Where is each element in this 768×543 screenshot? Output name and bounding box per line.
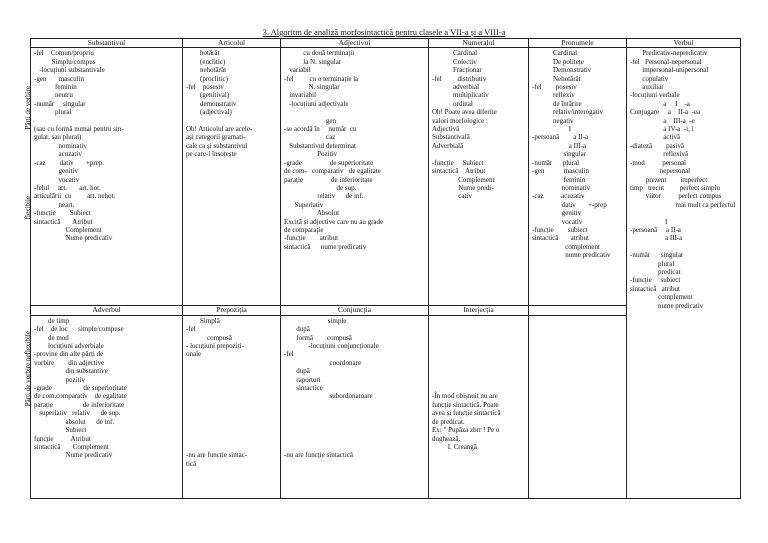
- substantivul-line: plural: [34, 108, 72, 117]
- pronumele-line: genitiv: [532, 209, 582, 218]
- header-adjectivul: Adjectivul: [281, 39, 429, 48]
- adjectivul-line: Superlativ: [284, 200, 324, 209]
- articolul-line: cale ca și substantivul: [186, 141, 248, 150]
- verbul-line: a III-a -e: [630, 116, 695, 125]
- cell-substantivul: [31, 48, 183, 306]
- prepozitia-line: onale: [186, 350, 202, 359]
- substantivul-line: [34, 117, 179, 125]
- verbul-line: predicat: [630, 267, 681, 276]
- substantivul-line: feminin: [34, 83, 77, 92]
- verbul-line: a IV-a -i, î: [630, 125, 694, 134]
- verbul-line: -mod personal: [630, 158, 686, 167]
- interjectia-line: [432, 350, 525, 358]
- header-conjunctia: Conjuncția: [281, 306, 429, 315]
- verbul-line: nepersonal: [630, 167, 691, 176]
- articolul-line: Ob! Articolul are acele-: [186, 125, 253, 134]
- verbul-line: impersonal-unipersonal: [630, 66, 709, 75]
- adverbul-line: superlativ relativ de sup.: [34, 409, 121, 418]
- adverbul-line: de timp: [34, 316, 70, 325]
- adjectivul-line: N. singular: [284, 83, 340, 92]
- verbul-line: I: [630, 217, 668, 226]
- substantivul-line: (sau cu formă numai pentru sin-: [34, 125, 124, 134]
- conjunctia-line: raporturi: [284, 375, 321, 384]
- adjectivul-line: relativ de inf.: [284, 192, 364, 201]
- interjectia-line: Ex: " Pupăza zbrr ! Pe o: [432, 426, 500, 435]
- adjectivul-line: de sup.: [284, 183, 357, 192]
- articolul-line: demonstrativ: [186, 99, 237, 108]
- interjectia-line: funcție sintactică. Poate: [432, 400, 499, 409]
- pronumele-line: -funcție subiect: [532, 225, 588, 234]
- adverbul-line: -provine din alte părți de: [34, 350, 104, 359]
- numeralul-line: Ob! Poate avea diferite: [432, 108, 497, 117]
- header-prepozitia: Prepoziția: [183, 306, 281, 315]
- pronumele-line: dativ +-prep: [532, 200, 607, 209]
- prepozitia-line: - locuțiuni prepoziți-: [186, 342, 244, 351]
- pronumele-line: reflexiv: [532, 91, 575, 100]
- adverbul-line: de mod: [34, 333, 69, 342]
- cell-verbul: [627, 48, 741, 498]
- interjectia-line: de predicat.: [432, 417, 465, 426]
- substantivul-line: vocativ: [34, 175, 80, 184]
- cell-prepozitia: [183, 315, 281, 498]
- adverbul-line: -fel de loc simple/compuse: [34, 325, 124, 334]
- adjectivul-line: -se acordă în număr cu: [284, 125, 357, 134]
- adjectivul-line: -locuțiuni adjectivale: [284, 99, 349, 108]
- adjectivul-line: Absolut: [284, 209, 340, 218]
- substantivul-line: -funcție Subiect: [34, 209, 91, 218]
- articolul-line: (enclitic): [186, 57, 226, 66]
- prepozitia-line: tică: [186, 459, 197, 468]
- cell-interjectia: [429, 315, 529, 498]
- conjunctia-line: simple: [284, 316, 347, 325]
- side-label-flexible-1: Părți de vorbire: [24, 86, 32, 130]
- substantivul-line: -număr singular: [34, 99, 86, 108]
- prepozitia-line: [186, 392, 277, 400]
- articolul-line: nehotărât: [186, 66, 227, 75]
- verbul-line: -diateză pasivă: [630, 141, 685, 150]
- conjunctia-line: [284, 401, 425, 409]
- cell-numeralul: [429, 48, 529, 306]
- verbul-line: [630, 243, 737, 251]
- verbul-line: -persoană a II-a: [630, 225, 681, 234]
- articolul-line: -fel posesiv: [186, 83, 224, 92]
- numeralul-line: sintactică Atribut: [432, 167, 486, 176]
- prepozitia-line: -nu are funcție sintac-: [186, 451, 248, 460]
- verbul-line: mai mult ca perfectul: [630, 200, 736, 209]
- cell-adverbul: [31, 315, 183, 498]
- articolul-line: [186, 117, 277, 125]
- adjectivul-line: Substantivul determinat: [284, 141, 356, 150]
- prepozitia-line: [186, 376, 277, 384]
- cell-conjunctia: [281, 315, 429, 498]
- pronumele-line: relativ/interogativ: [532, 108, 604, 117]
- numeralul-line: Fracționar: [432, 66, 482, 75]
- adverbul-line: Nume predicativ: [34, 451, 113, 460]
- adjectivul-line: Excită și adjective care nu au grade: [284, 217, 384, 226]
- verbul-line: plural: [630, 259, 675, 268]
- conjunctia-line: subordonatoare: [284, 392, 373, 401]
- verbul-line: Conjugare a II-a -ea: [630, 108, 701, 117]
- numeralul-line: Complement: [432, 175, 495, 184]
- prepozitia-line: [186, 443, 277, 451]
- substantivul-line: articulării cu art. nehot.: [34, 192, 116, 201]
- conjunctia-line: [284, 435, 425, 443]
- conjunctia-line: după: [284, 367, 310, 376]
- pronumele-line: Nehotărât: [532, 74, 581, 83]
- prepozitia-line: compusă: [186, 333, 232, 342]
- adjectivul-line: -fel cu o terminație la: [284, 74, 359, 83]
- interjectia-line: dughează.: [432, 434, 461, 443]
- interjectia-line: [432, 325, 525, 333]
- header-verbul: Verbul: [627, 39, 741, 48]
- verbul-line: viitor perfect compus: [630, 192, 722, 201]
- header-articolul: Articolul: [183, 39, 281, 48]
- articolul-line: (adjectival): [186, 108, 232, 117]
- pronumele-line: -persoană a II-a: [532, 133, 589, 142]
- prepozitia-line: [186, 401, 277, 409]
- header-interjectia: Interjecția: [429, 306, 529, 315]
- prepozitia-line: -fel: [186, 325, 196, 334]
- adverbul-line: locuțiuni adverbiale: [34, 342, 104, 351]
- numeralul-line: Cardinal: [432, 49, 478, 58]
- substantivul-line: Nume predicativ: [34, 234, 113, 243]
- conjunctia-line: -locuțiuni conjuncționale: [284, 342, 379, 351]
- pronumele-line: I: [532, 125, 572, 134]
- prepozitia-line: Simplă: [186, 316, 220, 325]
- prepozitia-line: [186, 367, 277, 375]
- page-title: 3. Algoritm de analiză morfosintactică pentru clasele a VII-a și a VIII-a: [262, 27, 506, 37]
- conjunctia-line: -fel: [284, 350, 294, 359]
- adverbul-line: de com.comparativ de egalitate: [34, 392, 127, 401]
- cell-adjectivul: [281, 48, 429, 306]
- numeralul-line: -fel distributiv: [432, 74, 487, 83]
- adverbul-line: -grade de superioritate: [34, 384, 127, 393]
- adjectivul-line: gen: [284, 116, 337, 125]
- pronumele-line: nume predicativ: [532, 251, 611, 260]
- adjectivul-line: -grade de superioritate: [284, 158, 374, 167]
- conjunctia-line: sintactice: [284, 384, 323, 393]
- articolul-line: (proclitic): [186, 74, 228, 83]
- pronumele-line: complement: [532, 242, 600, 251]
- adjectivul-line: Pozitiv: [284, 150, 338, 159]
- adjectivul-line: -funcție atribut: [284, 234, 339, 243]
- adverbul-line: parație de inferioritate: [34, 400, 125, 409]
- prepozitia-line: [186, 426, 277, 434]
- header-pronumele: Pronumele: [529, 39, 627, 48]
- substantivul-line: Simplu/compus: [34, 57, 96, 66]
- header-substantivul: Substantivul: [31, 39, 183, 48]
- adverbul-line: funcție Atribut: [34, 434, 91, 443]
- adjectivul-line: la N. singular: [284, 57, 342, 66]
- numeralul-line: Substantivală: [432, 133, 470, 142]
- substantivul-line: -caz dativ +prep.: [34, 158, 105, 167]
- prepozitia-line: [186, 384, 277, 392]
- articolul-line: ași categorii gramati-: [186, 133, 246, 142]
- pronumele-line: -număr plural: [532, 158, 580, 167]
- verbul-line: -fel Personal-nepersonal: [630, 57, 702, 66]
- pronumele-line: De politețe: [532, 57, 584, 66]
- verbul-line: nume predicativ: [630, 301, 704, 310]
- conjunctia-line: [284, 443, 425, 451]
- substantivul-line: nominativ: [34, 141, 87, 150]
- prepozitia-line: [186, 359, 277, 367]
- pronumele-line: de întărire: [532, 99, 582, 108]
- interjectia-line: avea și funcție sintactică: [432, 409, 501, 418]
- verbul-line: Predicativ-nepredicativ: [630, 49, 708, 58]
- interjectia-line: [432, 317, 525, 325]
- substantivul-line: -fel Comun/propriu: [34, 49, 94, 58]
- verbul-line: prezent imperfect: [630, 175, 708, 184]
- prepozitia-line: [186, 435, 277, 443]
- pronumele-line: -fel posesiv: [532, 83, 577, 92]
- numeralul-line: multiplicativ: [432, 91, 489, 100]
- conjunctia-line: coordonare: [284, 358, 361, 367]
- adjectivul-line: de com- comparativ de egalitate: [284, 167, 381, 176]
- articolul-line: hotărât: [186, 49, 220, 58]
- substantivul-line: -felul art. art. hot.: [34, 183, 101, 192]
- prepozitia-line: [186, 409, 277, 417]
- substantivul-line: genitiv: [34, 167, 78, 176]
- verbul-line: -funcție subiect: [630, 276, 681, 285]
- header-numeralul: Numeralul: [429, 39, 529, 48]
- numeralul-line: valori morfologice :: [432, 116, 488, 125]
- conjunctia-line: formă compusă: [284, 333, 352, 342]
- verbul-line: auxiliar: [630, 83, 664, 92]
- verbul-line: a I -a: [630, 99, 690, 108]
- adjectivul-line: caz: [284, 133, 336, 142]
- verbul-line: sintactică atribut: [630, 284, 680, 293]
- numeralul-line: ordinal: [432, 99, 473, 108]
- adverbul-line: vorbire din adjective: [34, 358, 105, 367]
- conjunctia-line: -nu are funcție sintactică: [284, 451, 353, 460]
- conjunctia-line: [284, 426, 425, 434]
- adverbul-line: Subiect: [34, 426, 87, 435]
- adjectivul-line: cu două terminații: [284, 49, 355, 58]
- interjectia-line: [432, 367, 525, 375]
- pronumele-line: negativ: [532, 116, 574, 125]
- adverbul-line: pozitiv: [34, 375, 85, 384]
- pronumele-line: -caz acuzativ: [532, 192, 585, 201]
- numeralul-line: [432, 150, 525, 158]
- verbul-line: copulativ: [630, 74, 669, 83]
- adverbul-line: din substantive: [34, 367, 108, 376]
- adjectivul-line: parație de inferioritate: [284, 175, 373, 184]
- header-adverbul: Adverbul: [31, 306, 183, 315]
- numeralul-line: Adverbială: [432, 141, 464, 150]
- numeralul-line: -funcție Subiect: [432, 158, 484, 167]
- interjectia-line: [432, 376, 525, 384]
- cell-pronumele: [529, 48, 627, 306]
- pronumele-line: feminin: [532, 175, 586, 184]
- verbul-line: [630, 209, 737, 217]
- adjectivul-line: variabil: [284, 66, 311, 75]
- adverbul-line: absolut de inf.: [34, 417, 115, 426]
- side-label-neflexibile: Părți de vorbire neflexibile: [24, 331, 32, 407]
- verbul-line: a III-a: [630, 234, 683, 243]
- pronumele-line: sintactică atribut: [532, 234, 589, 243]
- pronumele-line: Cardinal: [532, 49, 578, 58]
- verbul-line: complement: [630, 293, 693, 302]
- numeralul-line: Colectiv: [432, 57, 477, 66]
- cell-articolul: [183, 48, 281, 306]
- substantivul-line: Complement: [34, 225, 102, 234]
- verbul-line: -număr singular: [630, 251, 684, 260]
- interjectia-line: [432, 342, 525, 350]
- verbul-line: reflexivă: [630, 150, 689, 159]
- header-empty: [529, 306, 627, 315]
- pronumele-line: nominativ: [532, 183, 591, 192]
- pronumele-line: a III-a: [532, 141, 587, 150]
- substantivul-line: -gen masculin: [34, 74, 84, 83]
- numeralul-line: adverbial: [432, 83, 480, 92]
- articolul-line: pe care-l însoțește: [186, 150, 237, 159]
- conjunctia-line: [284, 418, 425, 426]
- substantivul-line: -locuțiuni substantivale: [34, 66, 105, 75]
- substantivul-line: acuzativ: [34, 150, 82, 159]
- numeralul-line: cativ: [432, 192, 472, 201]
- substantivul-line: neart.: [34, 200, 75, 209]
- pronumele-line: -gen masculin: [532, 167, 589, 176]
- cell-empty: [529, 315, 627, 498]
- interjectia-line: [432, 359, 525, 367]
- substantivul-line: gular, sau plural): [34, 133, 82, 142]
- pronumele-line: singular: [532, 150, 587, 159]
- interjectia-line: [432, 384, 525, 392]
- conjunctia-line: după: [284, 325, 310, 334]
- pronumele-line: vocativ: [532, 217, 583, 226]
- adverbul-line: sintactică Complement: [34, 442, 109, 451]
- side-label-flexible-2: flexibile: [24, 196, 32, 220]
- numeralul-line: Nume predi-: [432, 183, 494, 192]
- adjectivul-line: sintactică nume predicativ: [284, 242, 367, 251]
- interjectia-line: I. Creangă: [432, 442, 477, 451]
- adjectivul-line: de comparație: [284, 225, 324, 234]
- analysis-table: [30, 38, 741, 499]
- adjectivul-line: invariabil: [284, 91, 317, 100]
- numeralul-line: Adjectivă: [432, 125, 460, 134]
- interjectia-line: [432, 334, 525, 342]
- pronumele-line: Demonstrativ: [532, 66, 592, 75]
- substantivul-line: sintactică Atribut: [34, 217, 93, 226]
- verbul-line: activă: [630, 133, 680, 142]
- substantivul-line: neutru: [34, 91, 73, 100]
- prepozitia-line: [186, 418, 277, 426]
- articolul-line: (genitival): [186, 91, 230, 100]
- verbul-line: timp trecut perfect simplu: [630, 183, 721, 192]
- conjunctia-line: [284, 409, 425, 417]
- interjectia-line: -În mod obișnuit nu are: [432, 392, 498, 401]
- verbul-line: -locuțiuni verbale: [630, 91, 680, 100]
- adjectivul-line: [284, 108, 425, 116]
